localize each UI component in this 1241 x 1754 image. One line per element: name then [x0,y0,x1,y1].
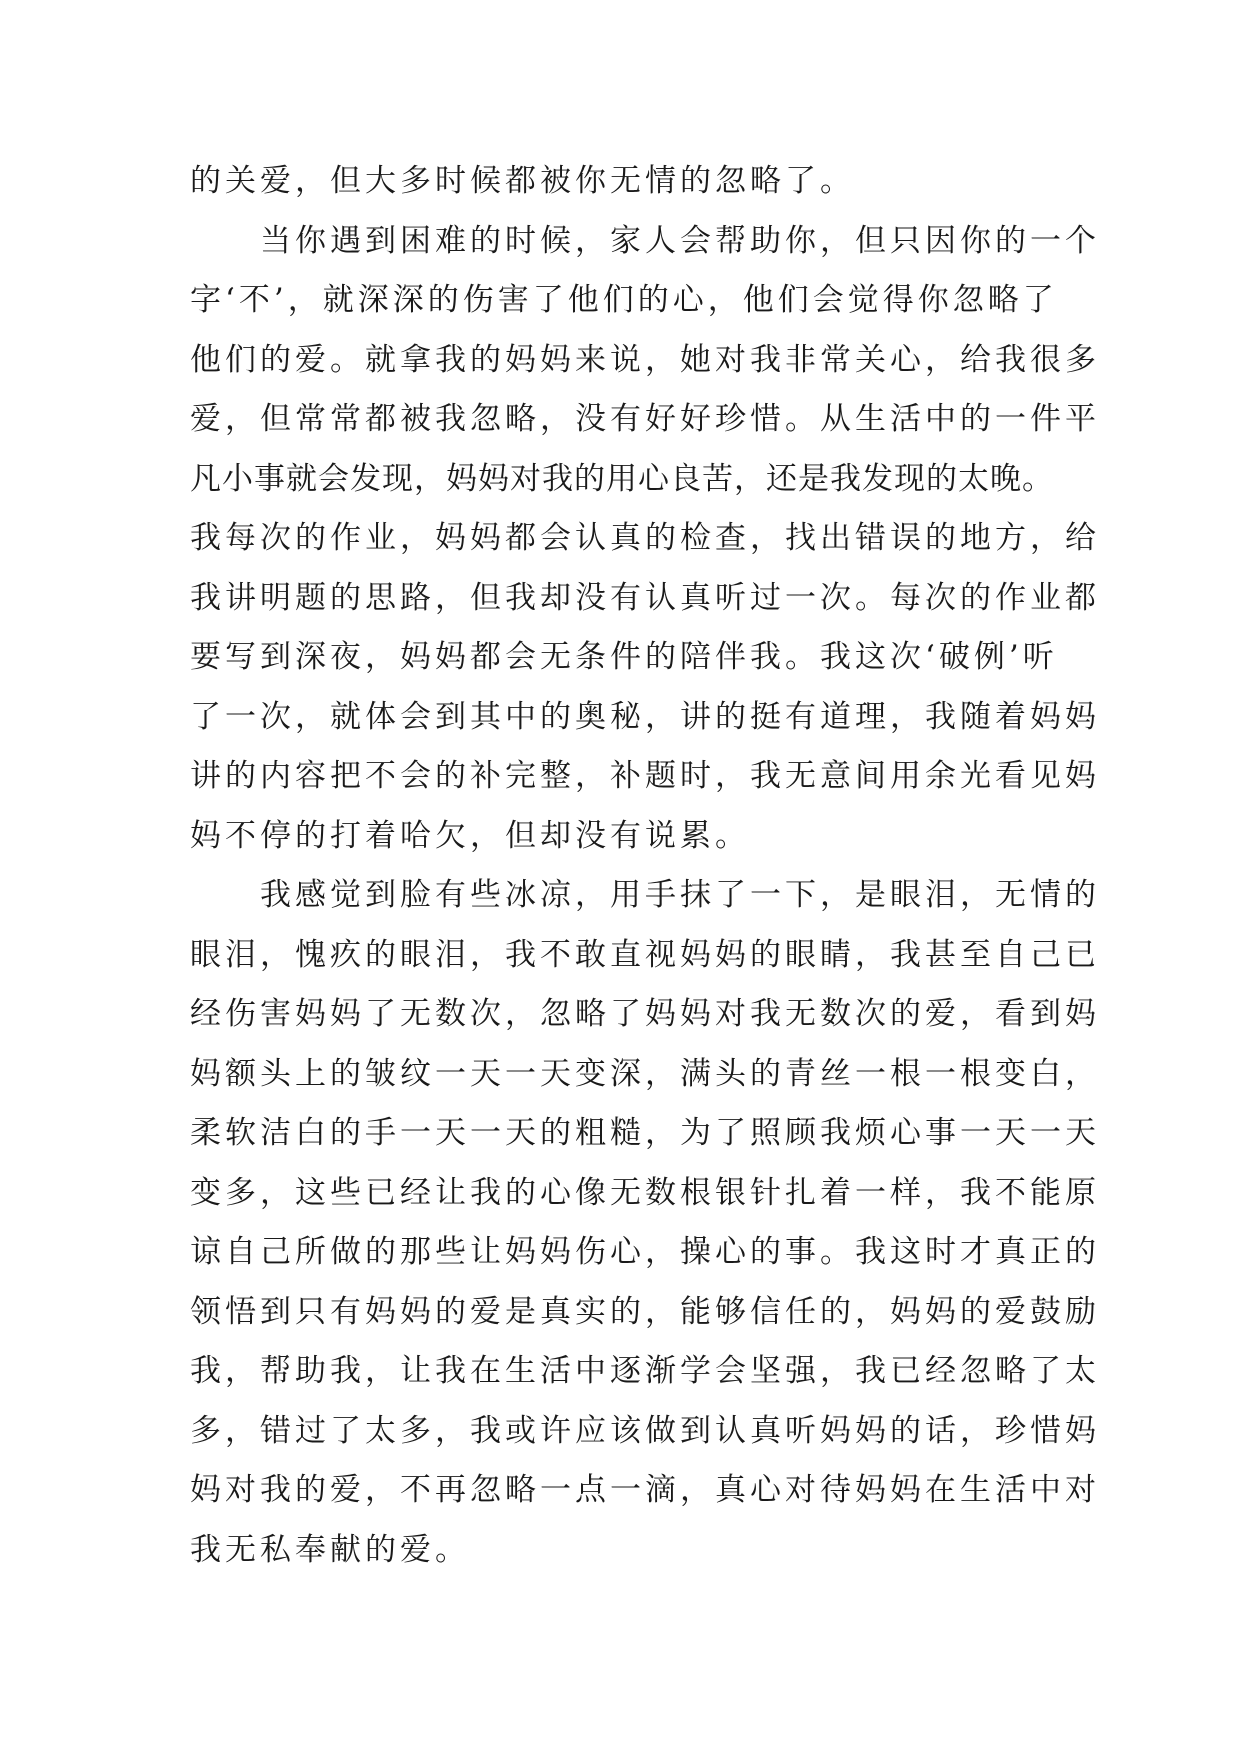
text-line: 眼泪，愧疚的眼泪，我不敢直视妈妈的眼睛，我甚至自己已 [190,936,1100,973]
text-line: 爱，但常常都被我忽略，没有好好珍惜。从生活中的一件平 [190,401,1100,437]
text-line: 了一次，就体会到其中的奥秘，讲的挺有道理，我随着妈妈 [190,698,1100,735]
paragraph-start-line: 我感觉到脸有些冰凉，用手抹了一下，是眼泪，无情的 [260,877,1100,913]
text-line: 字‘不’，就深深的伤害了他们的心，他们会觉得你忽略了 [190,282,1058,318]
text-line: 我每次的作业，妈妈都会认真的检查，找出错误的地方，给 [190,520,1100,556]
text-line: 我，帮助我，让我在生活中逐渐学会坚强，我已经忽略了太 [190,1353,1100,1389]
text-line: 妈对我的爱，不再忽略一点一滴，真心对待妈妈在生活中对 [190,1472,1100,1508]
text-line: 妈额头上的皱纹一天一天变深，满头的青丝一根一根变白， [190,1055,1100,1092]
text-line: 经伤害妈妈了无数次，忽略了妈妈对我无数次的爱，看到妈 [190,996,1100,1032]
text-line: 凡小事就会发现，妈妈对我的用心良苦，还是我发现的太晚。 [190,460,1054,497]
text-line: 要写到深夜，妈妈都会无条件的陪伴我。我这次‘破例’听 [190,639,1058,675]
text-line: 他们的爱。就拿我的妈妈来说，她对我非常关心，给我很多 [190,341,1100,378]
paragraph-start-line: 当你遇到困难的时候，家人会帮助你，但只因你的一个 [260,222,1100,259]
text-line: 妈不停的打着哈欠，但却没有说累。 [190,817,750,854]
text-line: 我无私奉献的爱。 [190,1531,470,1568]
text-line: 谅自己所做的那些让妈妈伤心，操心的事。我这时才真正的 [190,1234,1100,1270]
body-text [190,152,1100,1580]
text-line: 变多，这些已经让我的心像无数根银针扎着一样，我不能原 [190,1174,1100,1211]
text-line: 的关爱，但大多时候都被你无情的忽略了。 [190,163,855,199]
text-line: 讲的内容把不会的补完整，补题时，我无意间用余光看见妈 [190,758,1100,794]
text-line: 多，错过了太多，我或许应该做到认真听妈妈的话，珍惜妈 [190,1412,1100,1449]
text-line: 柔软洁白的手一天一天的粗糙，为了照顾我烦心事一天一天 [190,1115,1100,1151]
text-line: 我讲明题的思路，但我却没有认真听过一次。每次的作业都 [190,579,1100,616]
text-line: 领悟到只有妈妈的爱是真实的，能够信任的，妈妈的爱鼓励 [190,1293,1100,1330]
